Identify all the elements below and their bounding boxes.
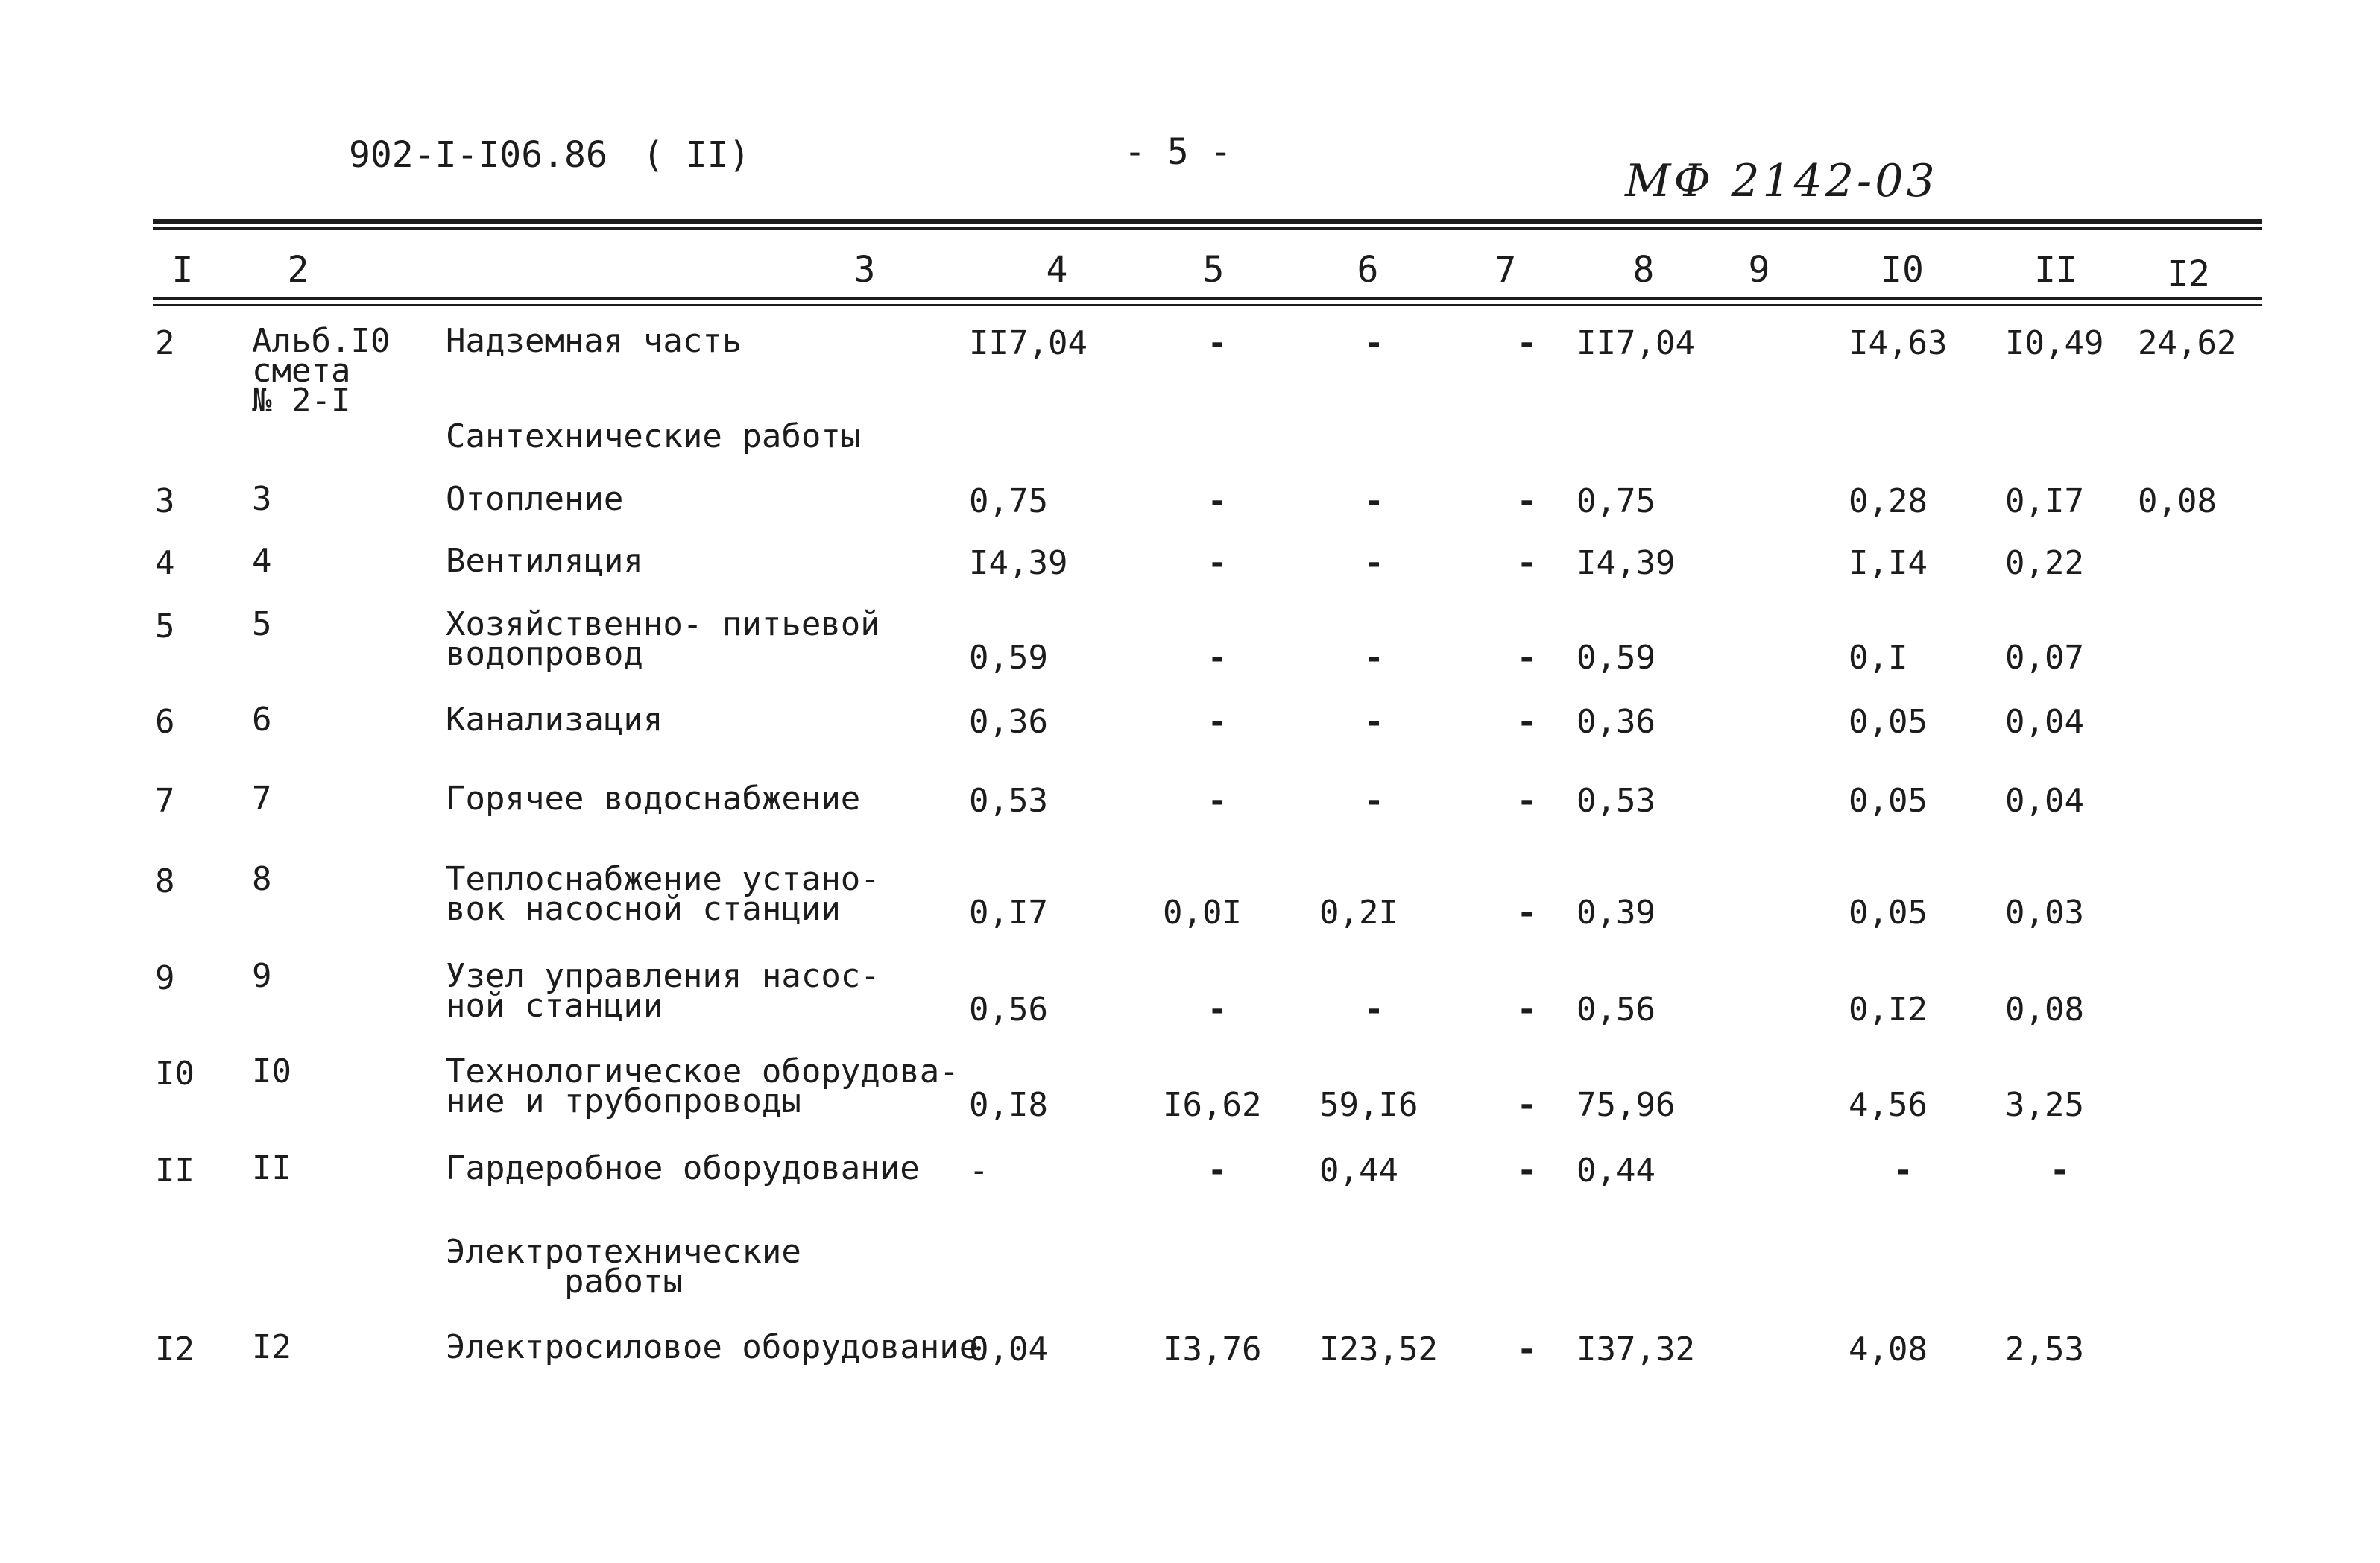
table-cell-col-4: 0,I8	[969, 1086, 1048, 1124]
table-cell-col-5: -	[1208, 324, 1228, 362]
document-code: 902-I-I06.86	[349, 134, 607, 176]
table-cell-col-8: 0,53	[1576, 782, 1655, 820]
table-cell-col-1: 3	[155, 482, 175, 520]
table-cell-col-10: 0,I	[1849, 639, 1908, 677]
table-cell-col-5: I6,62	[1163, 1086, 1262, 1124]
table-cell-col-6: I23,52	[1319, 1330, 1438, 1368]
table-cell-col-2: 7	[252, 780, 272, 818]
col-header-7: 7	[1494, 249, 1517, 291]
table-cell-col-11: 0,04	[2005, 703, 2084, 741]
table-cell-col-1: 4	[155, 544, 175, 582]
table-cell-col-2: 4	[252, 542, 272, 580]
table-cell-col-3: Канализация	[446, 701, 663, 739]
table-cell-col-8: 0,75	[1576, 482, 1655, 520]
table-cell-col-10: I4,63	[1849, 324, 1948, 362]
table-cell-col-10: 0,05	[1849, 894, 1928, 932]
table-cell-col-3: Отопление	[446, 480, 624, 518]
table-cell-col-11: 0,08	[2005, 991, 2084, 1029]
table-cell-col-5: I3,76	[1163, 1330, 1262, 1368]
table-cell-col-8: II7,04	[1576, 324, 1695, 362]
col-header-4: 4	[1046, 249, 1068, 291]
table-cell-col-2: Альб.I0 смета № 2-I	[252, 322, 391, 420]
table-cell-col-7: -	[1517, 324, 1537, 362]
table-cell-col-8: I4,39	[1576, 544, 1676, 582]
table-cell-col-3: Электротехнические работы	[446, 1233, 801, 1301]
col-header-10: I0	[1881, 249, 1924, 291]
top-double-rule-2	[153, 227, 2262, 230]
table-cell-col-2: II	[252, 1149, 291, 1187]
col-header-5: 5	[1202, 249, 1225, 291]
table-cell-col-1: 9	[155, 959, 175, 997]
table-cell-col-4: 0,36	[969, 703, 1048, 741]
table-cell-col-10: 4,56	[1849, 1086, 1928, 1124]
table-cell-col-4: 0,04	[969, 1330, 1048, 1368]
table-cell-col-1: II	[155, 1152, 195, 1190]
table-cell-col-3: Технологическое оборудова- ние и трубопроводы	[446, 1052, 959, 1120]
table-cell-col-6: -	[1364, 782, 1384, 820]
table-cell-col-5: -	[1208, 991, 1228, 1029]
table-cell-col-5: -	[1208, 782, 1228, 820]
table-cell-col-11: 3,25	[2005, 1086, 2084, 1124]
table-cell-col-5: 0,0I	[1163, 894, 1242, 932]
header-bottom-rule-2	[153, 304, 2262, 306]
table-cell-col-4: 0,56	[969, 991, 1048, 1029]
page-number: - 5 -	[1124, 131, 1232, 173]
table-cell-col-11: 0,22	[2005, 544, 2084, 582]
table-cell-col-11: I0,49	[2005, 324, 2104, 362]
table-cell-col-8: I37,32	[1576, 1330, 1695, 1368]
table-cell-col-4: II7,04	[969, 324, 1088, 362]
table-cell-col-6: -	[1364, 482, 1384, 520]
col-header-8: 8	[1632, 249, 1655, 291]
table-cell-col-10: 0,05	[1849, 703, 1928, 741]
table-cell-col-6: 0,2I	[1319, 894, 1398, 932]
table-cell-col-3: Хозяйственно- питьевой водопровод	[446, 605, 880, 673]
table-cell-col-6: 59,I6	[1319, 1086, 1418, 1124]
table-cell-col-6: -	[1364, 639, 1384, 677]
table-cell-col-7: -	[1517, 703, 1537, 741]
table-cell-col-10: 0,05	[1849, 782, 1928, 820]
table-cell-col-6: -	[1364, 991, 1384, 1029]
table-cell-col-11: 0,07	[2005, 639, 2084, 677]
table-cell-col-10: 0,I2	[1849, 991, 1928, 1029]
document-part: ( II)	[643, 134, 751, 176]
table-cell-col-10: 4,08	[1849, 1330, 1928, 1368]
table-cell-col-6: -	[1364, 544, 1384, 582]
table-cell-col-5: -	[1208, 703, 1228, 741]
table-cell-col-4: I4,39	[969, 544, 1068, 582]
table-cell-col-11: 0,I7	[2005, 482, 2084, 520]
table-cell-col-1: 8	[155, 862, 175, 900]
col-header-12: I2	[2167, 253, 2210, 295]
header-bottom-rule-1	[153, 297, 2262, 300]
table-cell-col-1: I2	[155, 1330, 195, 1368]
table-cell-col-7: -	[1517, 544, 1537, 582]
table-cell-col-7: -	[1517, 482, 1537, 520]
table-cell-col-6: -	[1364, 703, 1384, 741]
table-cell-col-7: -	[1517, 639, 1537, 677]
table-cell-col-10: -	[1893, 1152, 1913, 1190]
table-cell-col-1: 6	[155, 703, 175, 741]
table-cell-col-11: 2,53	[2005, 1330, 2084, 1368]
table-cell-col-7: -	[1517, 1086, 1537, 1124]
table-cell-col-5: -	[1208, 639, 1228, 677]
table-cell-col-2: I0	[252, 1052, 291, 1090]
table-cell-col-8: 0,39	[1576, 894, 1655, 932]
col-header-6: 6	[1357, 249, 1379, 291]
table-cell-col-3: Вентиляция	[446, 542, 643, 580]
table-cell-col-2: 9	[252, 957, 272, 995]
col-header-2: 2	[287, 249, 309, 291]
col-header-3: 3	[853, 249, 876, 291]
col-header-11: II	[2034, 249, 2077, 291]
table-cell-col-3: Надземная часть	[446, 322, 742, 360]
table-cell-col-1: 2	[155, 324, 175, 362]
table-cell-col-10: 0,28	[1849, 482, 1928, 520]
table-cell-col-3: Электросиловое оборудование	[446, 1328, 979, 1366]
table-cell-col-12: 24,62	[2138, 324, 2237, 362]
table-cell-col-1: 5	[155, 607, 175, 645]
table-cell-col-8: 0,59	[1576, 639, 1655, 677]
table-cell-col-6: 0,44	[1319, 1152, 1398, 1190]
table-cell-col-10: I,I4	[1849, 544, 1928, 582]
table-cell-col-4: 0,59	[969, 639, 1048, 677]
table-cell-col-12: 0,08	[2138, 482, 2217, 520]
col-header-9: 9	[1748, 249, 1770, 291]
table-cell-col-1: 7	[155, 782, 175, 820]
table-cell-col-7: -	[1517, 782, 1537, 820]
table-cell-col-4: 0,53	[969, 782, 1048, 820]
table-cell-col-2: 5	[252, 605, 272, 643]
table-cell-col-7: -	[1517, 1152, 1537, 1190]
col-header-1: I	[171, 249, 194, 291]
table-cell-col-7: -	[1517, 1330, 1537, 1368]
table-cell-col-2: I2	[252, 1328, 291, 1366]
table-cell-col-8: 0,56	[1576, 991, 1655, 1029]
table-cell-col-6: -	[1364, 324, 1384, 362]
table-cell-col-11: -	[2050, 1152, 2070, 1190]
table-cell-col-2: 6	[252, 701, 272, 739]
top-double-rule-1	[153, 219, 2262, 224]
table-cell-col-1: I0	[155, 1055, 195, 1093]
table-cell-col-3: Узел управления насос- ной станции	[446, 957, 880, 1025]
table-cell-col-2: 3	[252, 480, 272, 518]
table-cell-col-7: -	[1517, 894, 1537, 932]
table-cell-col-8: 0,36	[1576, 703, 1655, 741]
table-cell-col-3: Сантехнические работы	[446, 417, 861, 455]
table-cell-col-8: 0,44	[1576, 1152, 1655, 1190]
table-cell-col-3: Горячее водоснабжение	[446, 780, 861, 818]
table-cell-col-5: -	[1208, 482, 1228, 520]
table-cell-col-2: 8	[252, 860, 272, 898]
table-cell-col-11: 0,03	[2005, 894, 2084, 932]
table-cell-col-5: -	[1208, 1152, 1228, 1190]
table-cell-col-8: 75,96	[1576, 1086, 1676, 1124]
table-cell-col-4: 0,75	[969, 482, 1048, 520]
table-cell-col-4: 0,I7	[969, 894, 1048, 932]
table-cell-col-3: Гардеробное оборудование	[446, 1149, 920, 1187]
stamp-handwritten: МФ 2142-03	[1625, 155, 1938, 207]
table-cell-col-5: -	[1208, 544, 1228, 582]
table-cell-col-11: 0,04	[2005, 782, 2084, 820]
table-cell-col-4: -	[969, 1152, 989, 1190]
table-cell-col-3: Теплоснабжение устано- вок насосной станции	[446, 860, 880, 928]
table-cell-col-7: -	[1517, 991, 1537, 1029]
